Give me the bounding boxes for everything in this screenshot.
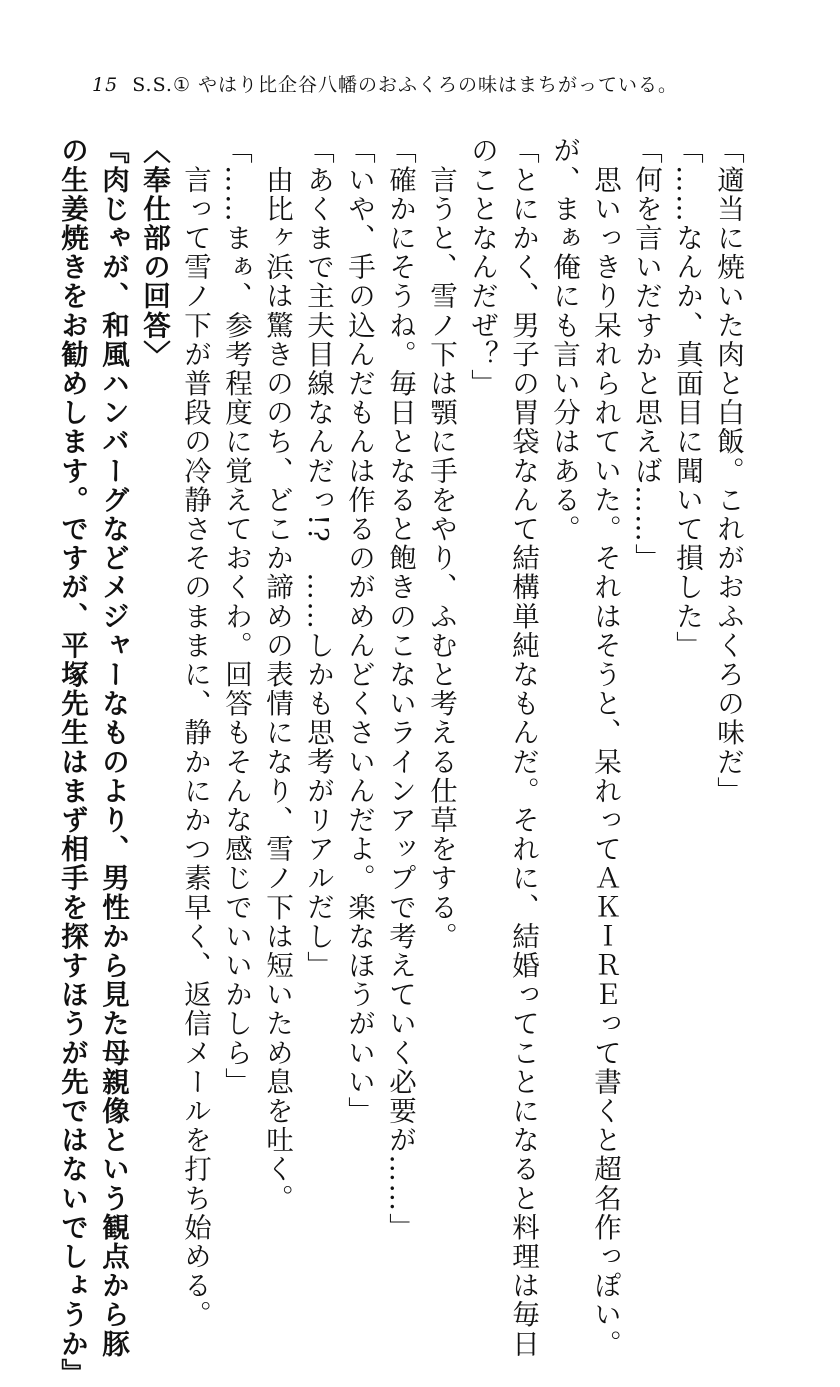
text-line: のことなんだぜ？」 bbox=[466, 136, 498, 398]
body-text bbox=[51, 136, 748, 1387]
text-line: 「……まぁ、参考程度に覚えておくわ。回答もそんな感じでいいかしら」 bbox=[220, 136, 252, 1097]
text-line: が、まぁ俺にも言い分はある。 bbox=[548, 136, 580, 544]
text-line: 言うと、雪ノ下は顎に手をやり、ふむと考える仕草をする。 bbox=[425, 136, 457, 951]
text-line: 由比ヶ浜は驚きののち、どこか諦めの表情になり、雪ノ下は短いため息を吐く。 bbox=[261, 136, 293, 1213]
text-line: 「いや、手の込んだもんは作るのがめんどくさいんだよ。楽なほうがいい」 bbox=[343, 136, 375, 1126]
page-number: 15 bbox=[92, 74, 119, 96]
text-line: 「……なんか、真面目に聞いて損した」 bbox=[671, 136, 703, 660]
text-line: 言って雪ノ下が普段の冷静さそのままに、静かにかつ素早く、返信メールを打ち始める。 bbox=[179, 136, 211, 1330]
text-line: 思いっきり呆れられていた。それはそうと、呆れってＡＫＩＲＥって書くと超名作っぽい。 bbox=[589, 136, 621, 1359]
answer-heading: 〈奉仕部の回答〉 bbox=[138, 136, 170, 369]
answer-line: 『肉じゃが、和風ハンバーグなどメジャーなものより、男性から見た母親像という観点から豚 bbox=[97, 136, 129, 1359]
text-line: 「適当に焼いた肉と白飯。これがおふくろの味だ」 bbox=[712, 136, 744, 806]
text-line: 「あくまで主夫目線なんだっ!? ……しかも思考がリアルだし」 bbox=[302, 136, 334, 980]
running-header bbox=[92, 70, 678, 97]
text-line: 「とにかく、男子の胃袋なんて結構単純なもんだ。それに、結婚ってことになると料理は毎日 bbox=[507, 136, 539, 1359]
text-line: 「何を言いだすかと思えば……」 bbox=[630, 136, 662, 573]
text-line: 「確かにそうね。毎日となると飽きのこないラインアップで考えていく必要が……」 bbox=[384, 136, 416, 1242]
answer-line: の生姜焼きをお勧めします。ですが、平塚先生はまず相手を探すほうが先ではないでしょうか』 bbox=[56, 136, 88, 1387]
running-title: S.S.① やはり比企谷八幡のおふくろの味はまちがっている。 bbox=[132, 74, 679, 96]
